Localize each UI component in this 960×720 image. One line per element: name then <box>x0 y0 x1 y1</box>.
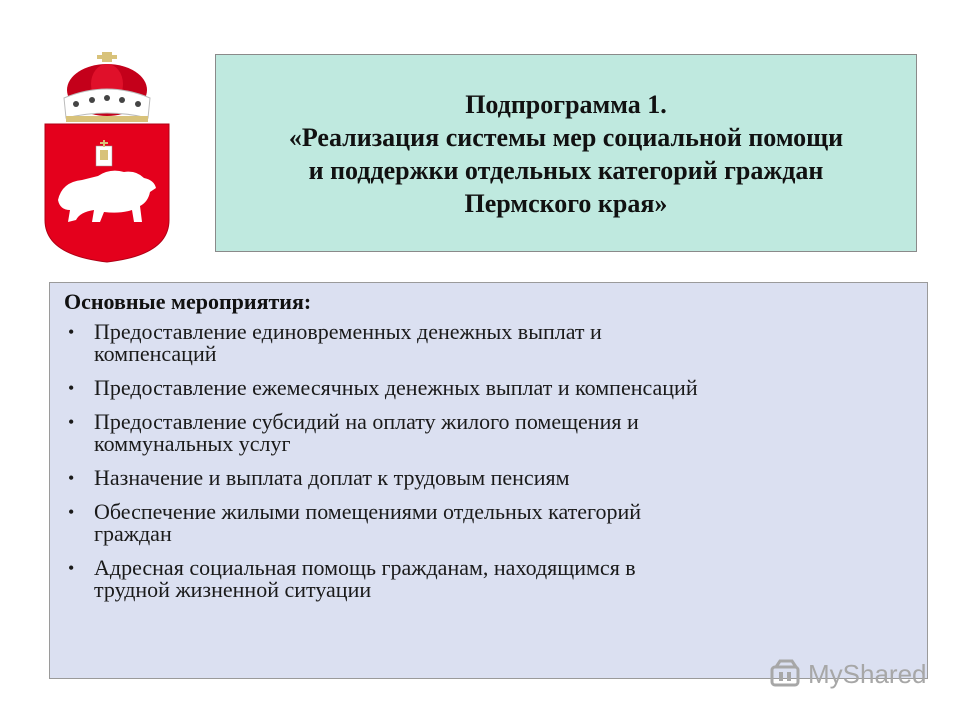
bullet: • <box>68 322 75 342</box>
watermark-text: MyShared <box>808 658 927 689</box>
item-line: коммунальных услуг <box>94 431 291 456</box>
crown-icon <box>64 52 150 122</box>
myshared-logo-icon <box>770 659 804 689</box>
item-line: Обеспечение жилыми помещениями отдельных категорий <box>94 499 642 524</box>
watermark <box>770 656 927 692</box>
item-line: компенсаций <box>94 341 217 366</box>
item-line: граждан <box>94 521 172 546</box>
bullet: • <box>68 468 75 488</box>
item-line: трудной жизненной ситуации <box>94 577 372 602</box>
content-heading: Основные мероприятия: <box>64 289 312 314</box>
list-item <box>64 321 913 365</box>
item-line: Предоставление ежемесячных денежных выплат и компенсаций <box>94 375 698 400</box>
list-item <box>64 411 913 455</box>
item-line: Назначение и выплата доплат к трудовым пенсиям <box>94 465 570 490</box>
title-line: Подпрограмма 1. <box>465 90 667 119</box>
item-line: Адресная социальная помощь гражданам, находящимся в <box>94 555 636 580</box>
item-line: Предоставление субсидий на оплату жилого помещения и <box>94 409 639 434</box>
content-box <box>49 282 928 679</box>
title-box <box>215 54 917 252</box>
title-line: и поддержки отдельных категорий граждан <box>308 156 824 185</box>
list-item <box>64 501 913 545</box>
slide-title <box>289 88 843 220</box>
measures-list <box>64 321 913 601</box>
bullet: • <box>68 502 75 522</box>
list-item <box>64 467 913 489</box>
perm-krai-coat-of-arms-icon <box>40 50 174 264</box>
bullet: • <box>68 378 75 398</box>
list-item <box>64 557 913 601</box>
title-line: Пермского края» <box>464 189 668 218</box>
list-item <box>64 377 913 399</box>
title-line: «Реализация системы мер социальной помощи <box>288 123 844 152</box>
bullet: • <box>68 558 75 578</box>
item-line: Предоставление единовременных денежных выплат и <box>94 319 602 344</box>
bullet: • <box>68 412 75 432</box>
